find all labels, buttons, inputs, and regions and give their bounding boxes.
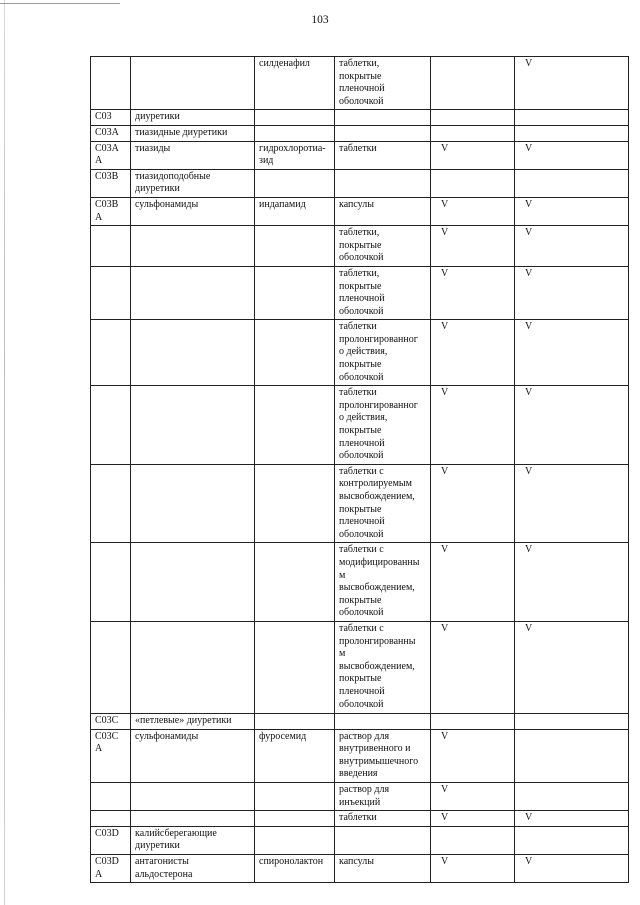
dosage-form-cell: таблетки пролонгированног о действия, покрытые оболочкой: [335, 320, 431, 386]
mark-cell-2: V: [515, 226, 629, 267]
group-name-cell: сульфонамиды: [131, 197, 255, 225]
atc-code-cell: C03C: [91, 713, 131, 729]
atc-code-cell: C03D A: [91, 854, 131, 882]
inn-cell: [255, 169, 335, 197]
dosage-form-cell: таблетки: [335, 811, 431, 827]
group-name-cell: [131, 811, 255, 827]
group-name-cell: тиазидные диуретики: [131, 125, 255, 141]
table-row: [91, 125, 629, 141]
mark-cell-2: V: [515, 621, 629, 713]
inn-cell: [255, 266, 335, 319]
table-row: [91, 621, 629, 713]
group-name-cell: калийсберегающие диуретики: [131, 826, 255, 854]
scan-edge: [4, 0, 5, 905]
mark-cell-2: V: [515, 854, 629, 882]
inn-cell: [255, 125, 335, 141]
dosage-form-cell: таблетки, покрытые пленочной оболочкой: [335, 266, 431, 319]
inn-cell: гидрохлоротиа- зид: [255, 141, 335, 169]
group-name-cell: [131, 57, 255, 110]
dosage-form-cell: таблетки с модифицированны м высвобождением, покрытые оболочкой: [335, 543, 431, 622]
mark-cell-1: [431, 110, 515, 126]
dosage-form-cell: таблетки с пролонгированны м высвобождением, покрытые пленочной оболочкой: [335, 621, 431, 713]
mark-cell-1: V: [431, 266, 515, 319]
table-row: [91, 729, 629, 782]
mark-cell-1: [431, 713, 515, 729]
mark-cell-2: V: [515, 464, 629, 543]
mark-cell-2: [515, 826, 629, 854]
dosage-form-cell: [335, 125, 431, 141]
mark-cell-1: V: [431, 854, 515, 882]
mark-cell-2: V: [515, 141, 629, 169]
atc-code-cell: C03: [91, 110, 131, 126]
mark-cell-1: V: [431, 141, 515, 169]
mark-cell-1: V: [431, 543, 515, 622]
table-row: [91, 197, 629, 225]
inn-cell: [255, 320, 335, 386]
mark-cell-1: [431, 125, 515, 141]
inn-cell: [255, 782, 335, 810]
mark-cell-2: [515, 782, 629, 810]
inn-cell: фуросемид: [255, 729, 335, 782]
mark-cell-2: V: [515, 197, 629, 225]
inn-cell: [255, 621, 335, 713]
table-row: [91, 782, 629, 810]
mark-cell-2: V: [515, 811, 629, 827]
mark-cell-2: V: [515, 543, 629, 622]
atc-code-cell: [91, 386, 131, 465]
inn-cell: [255, 386, 335, 465]
mark-cell-2: [515, 110, 629, 126]
group-name-cell: [131, 320, 255, 386]
dosage-form-cell: раствор для внутривенного и внутримышечного введения: [335, 729, 431, 782]
inn-cell: индапамид: [255, 197, 335, 225]
mark-cell-1: V: [431, 464, 515, 543]
atc-code-cell: C03D: [91, 826, 131, 854]
mark-cell-2: [515, 169, 629, 197]
dosage-form-cell: таблетки пролонгированног о действия, покрытые пленочной оболочкой: [335, 386, 431, 465]
group-name-cell: диуретики: [131, 110, 255, 126]
atc-code-cell: [91, 57, 131, 110]
mark-cell-2: V: [515, 57, 629, 110]
group-name-cell: [131, 226, 255, 267]
scan-edge-top: [0, 3, 120, 4]
inn-cell: силденафил: [255, 57, 335, 110]
table-row: [91, 464, 629, 543]
mark-cell-1: [431, 169, 515, 197]
mark-cell-2: [515, 125, 629, 141]
table-row: [91, 141, 629, 169]
dosage-form-cell: таблетки с контролируемым высвобождением, покрытые пленочной оболочкой: [335, 464, 431, 543]
inn-cell: спиронолактон: [255, 854, 335, 882]
inn-cell: [255, 826, 335, 854]
atc-code-cell: [91, 464, 131, 543]
group-name-cell: [131, 266, 255, 319]
mark-cell-1: V: [431, 197, 515, 225]
atc-code-cell: [91, 320, 131, 386]
dosage-form-cell: [335, 169, 431, 197]
mark-cell-1: V: [431, 226, 515, 267]
mark-cell-1: [431, 826, 515, 854]
table-row: [91, 226, 629, 267]
dosage-form-cell: [335, 713, 431, 729]
group-name-cell: [131, 464, 255, 543]
inn-cell: [255, 543, 335, 622]
mark-cell-1: V: [431, 729, 515, 782]
dosage-form-cell: таблетки: [335, 141, 431, 169]
atc-code-cell: [91, 782, 131, 810]
dosage-form-cell: капсулы: [335, 197, 431, 225]
page-number: 103: [311, 14, 329, 26]
group-name-cell: сульфонамиды: [131, 729, 255, 782]
atc-code-cell: [91, 543, 131, 622]
atc-code-cell: C03C A: [91, 729, 131, 782]
table-row: [91, 320, 629, 386]
atc-code-cell: C03B A: [91, 197, 131, 225]
table-row: [91, 110, 629, 126]
mark-cell-2: V: [515, 266, 629, 319]
mark-cell-1: [431, 57, 515, 110]
table-row: [91, 57, 629, 110]
atc-code-cell: [91, 811, 131, 827]
table-row: [91, 854, 629, 882]
inn-cell: [255, 110, 335, 126]
group-name-cell: [131, 621, 255, 713]
atc-code-cell: [91, 621, 131, 713]
table-row: [91, 169, 629, 197]
dosage-form-cell: раствор для инъекций: [335, 782, 431, 810]
mark-cell-1: V: [431, 621, 515, 713]
dosage-form-cell: таблетки, покрытые пленочной оболочкой: [335, 57, 431, 110]
dosage-form-cell: [335, 826, 431, 854]
inn-cell: [255, 811, 335, 827]
table-row: [91, 713, 629, 729]
group-name-cell: «петлевые» диуретики: [131, 713, 255, 729]
mark-cell-2: [515, 713, 629, 729]
group-name-cell: [131, 386, 255, 465]
mark-cell-2: V: [515, 320, 629, 386]
dosage-form-cell: [335, 110, 431, 126]
mark-cell-1: V: [431, 320, 515, 386]
table-row: [91, 811, 629, 827]
table-row: [91, 543, 629, 622]
group-name-cell: [131, 543, 255, 622]
atc-code-cell: C03A A: [91, 141, 131, 169]
table-row: [91, 826, 629, 854]
mark-cell-2: [515, 729, 629, 782]
mark-cell-1: V: [431, 811, 515, 827]
mark-cell-2: V: [515, 386, 629, 465]
dosage-form-cell: таблетки, покрытые оболочкой: [335, 226, 431, 267]
group-name-cell: тиазиды: [131, 141, 255, 169]
table-row: [91, 386, 629, 465]
dosage-form-cell: капсулы: [335, 854, 431, 882]
drug-table: [90, 56, 629, 883]
group-name-cell: антагонисты альдостерона: [131, 854, 255, 882]
inn-cell: [255, 464, 335, 543]
mark-cell-1: V: [431, 386, 515, 465]
atc-code-cell: C03A: [91, 125, 131, 141]
group-name-cell: тиазидоподобные диуретики: [131, 169, 255, 197]
inn-cell: [255, 226, 335, 267]
atc-code-cell: [91, 266, 131, 319]
mark-cell-1: V: [431, 782, 515, 810]
group-name-cell: [131, 782, 255, 810]
atc-code-cell: [91, 226, 131, 267]
table-row: [91, 266, 629, 319]
inn-cell: [255, 713, 335, 729]
atc-code-cell: C03B: [91, 169, 131, 197]
